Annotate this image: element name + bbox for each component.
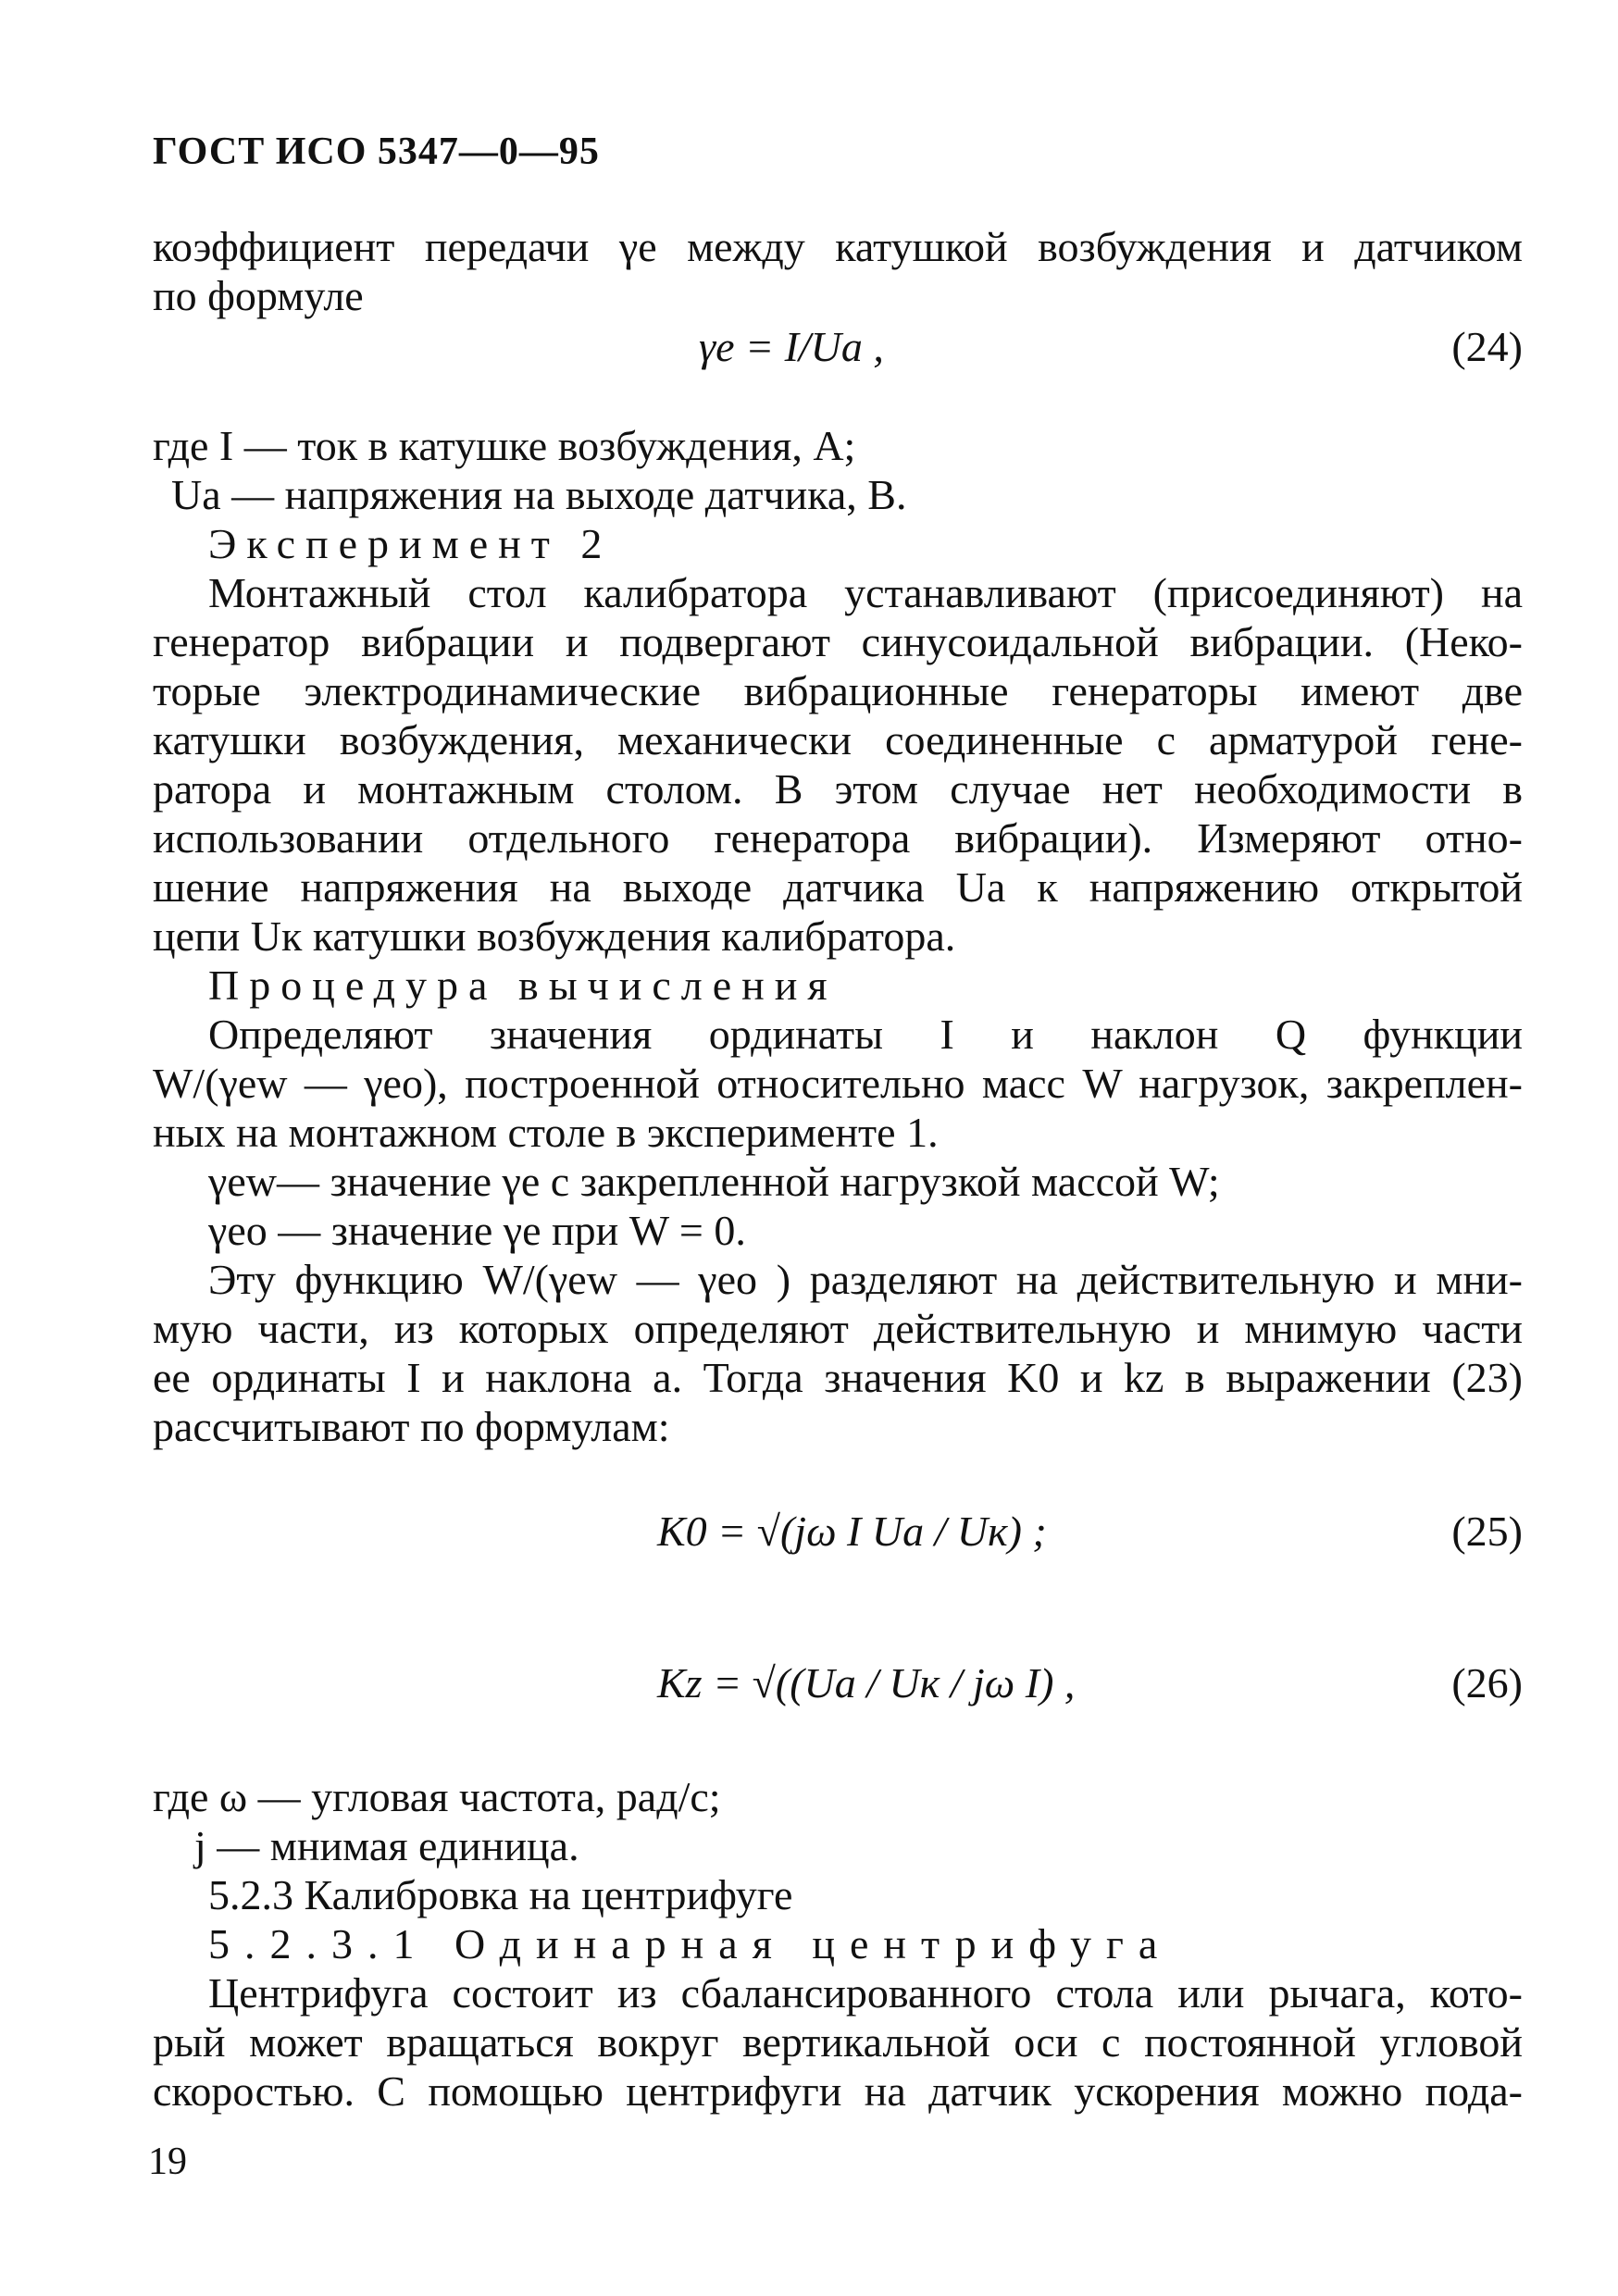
paragraph-line: цепи Uк катушки возбуждения калибратора.	[153, 912, 956, 960]
section-heading: 5.2.3.1 Одинарная центрифуга	[208, 1920, 1173, 1967]
paragraph-line: Монтажный стол калибратора устанавливают (присоединяют) на	[208, 569, 1523, 616]
definition-line: где I — ток в катушке возбуждения, А;	[153, 422, 856, 469]
body-line: коэффициент передачи γe между катушкой возбуждения и датчиком	[153, 223, 1523, 270]
section-heading: 5.2.3 Калибровка на центрифуге	[208, 1871, 793, 1918]
body-line: по формуле	[153, 272, 364, 319]
definition-line: γew— значение γe с закрепленной нагрузкой массой W;	[208, 1158, 1220, 1205]
paragraph-line: ных на монтажном столе в эксперименте 1.	[153, 1109, 939, 1156]
equation-number-25: (25)	[1451, 1508, 1523, 1555]
paragraph-line: Центрифуга состоит из сбалансированного стола или рычага, кото-	[208, 1969, 1523, 2017]
formula-26: Kz = √((Ua / Uк / jω I) ,	[657, 1659, 1076, 1706]
paragraph-line: торые электродинамические вибрационные генераторы имеют две	[153, 667, 1523, 714]
paragraph-line: рый может вращаться вокруг вертикальной оси с постоянной угловой	[153, 2018, 1523, 2066]
paragraph-line: рассчитывают по формулам:	[153, 1403, 670, 1450]
definition-line: где ω — угловая частота, рад/с;	[153, 1773, 721, 1820]
paragraph-line: использовании отдельного генератора вибрации). Измеряют отно-	[153, 814, 1523, 862]
equation-number-24: (24)	[1451, 323, 1523, 370]
paragraph-line: Эту функцию W/(γew — γeo ) разделяют на действительную и мни-	[208, 1256, 1523, 1303]
formula-25: K0 = √(jω I Ua / Uк) ;	[657, 1508, 1047, 1555]
page-number: 19	[148, 2141, 187, 2183]
paragraph-line: генератор вибрации и подвергают синусоидальной вибрации. (Неко-	[153, 618, 1523, 665]
paragraph-line: ее ординаты I и наклона a. Тогда значения K0 и kz в выражении (23)	[153, 1354, 1523, 1401]
paragraph-line: мую части, из которых определяют действительную и мнимую части	[153, 1305, 1523, 1352]
paragraph-line: шение напряжения на выходе датчика Ua к напряжению открытой	[153, 863, 1523, 911]
definition-line: Ua — напряжения на выходе датчика, В.	[171, 471, 907, 518]
equation-number-26: (26)	[1451, 1659, 1523, 1706]
paragraph-line: ратора и монтажным столом. В этом случае нет необходимости в	[153, 765, 1523, 813]
formula-24: γe = I/Ua ,	[699, 323, 884, 370]
paragraph-line: W/(γew — γeo), построенной относительно масс W нагрузок, закреплен-	[153, 1060, 1523, 1107]
definition-line: j — мнимая единица.	[194, 1822, 579, 1869]
paragraph-line: Определяют значения ординаты I и наклон Q функции	[208, 1011, 1523, 1058]
definition-line: γeo — значение γe при W = 0.	[208, 1207, 746, 1254]
section-subtitle: Эксперимент 2	[208, 520, 613, 567]
paragraph-line: скоростью. С помощью центрифуги на датчик ускорения можно пода-	[153, 2067, 1523, 2115]
paragraph-line: катушки возбуждения, механически соединенные с арматурой гене-	[153, 716, 1523, 763]
section-subtitle: Процедура вычисления	[208, 962, 838, 1009]
standard-header: ГОСТ ИСО 5347—0—95	[153, 130, 600, 173]
